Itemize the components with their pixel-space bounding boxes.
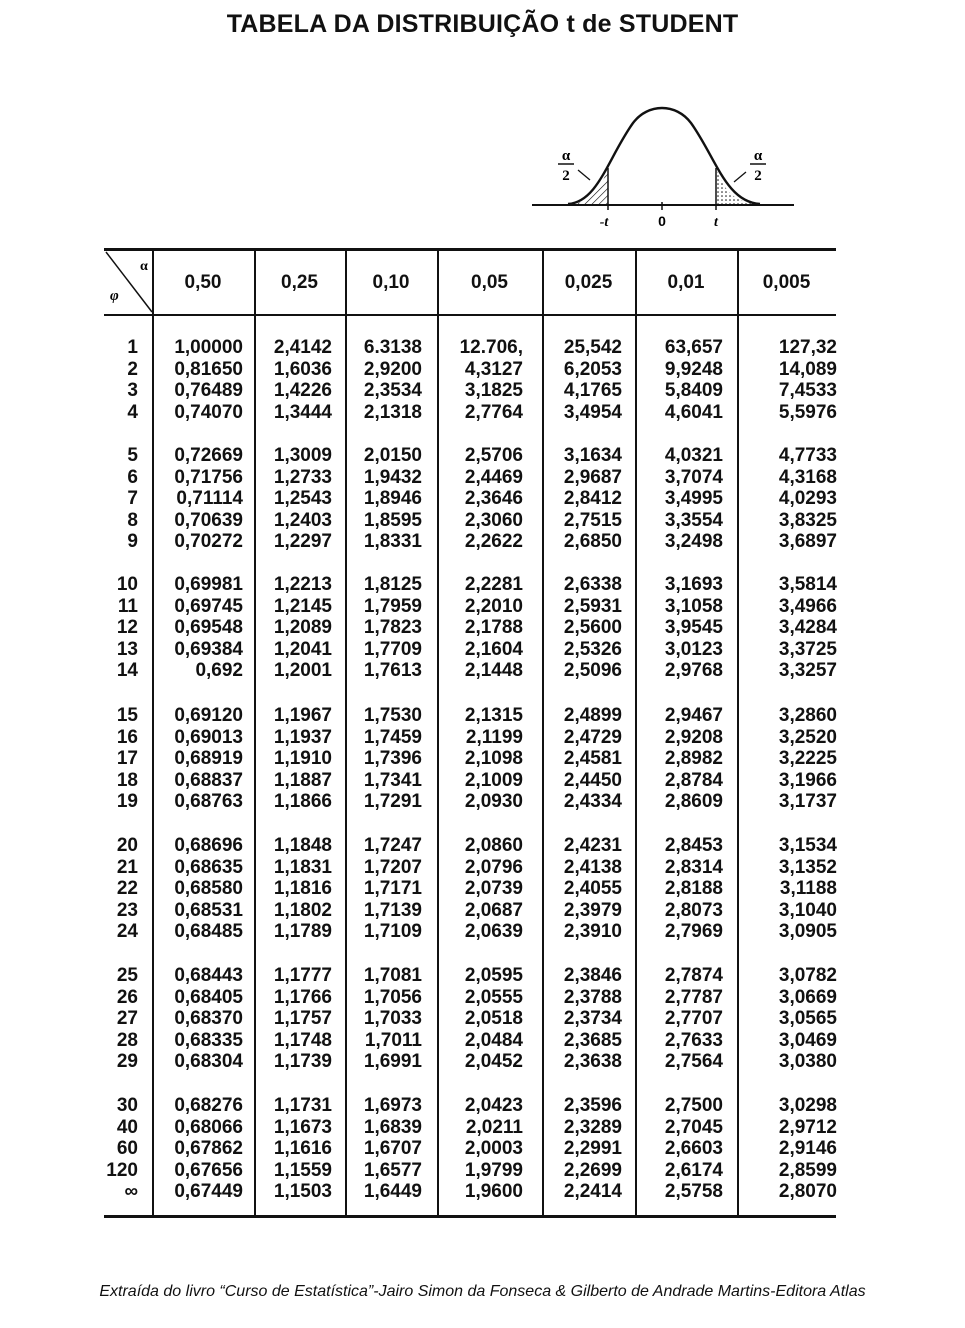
table-cell: 2,0739 [464,878,523,900]
table-cell: 4,6041 [664,401,723,423]
table-cell: 3,9545 [664,617,723,639]
table-cell: 2,8412 [563,488,622,510]
df-label: 20 [116,835,138,856]
table-cell: 2,8599 [778,1159,837,1181]
table-cell: 1,7709 [363,638,422,660]
table-cell: 1,1739 [273,1051,332,1073]
table-cell: 0,81650 [174,358,243,380]
table-cell: 3,3725 [778,638,837,660]
table-cell: 3,3554 [664,509,723,531]
table-cell: 14,089 [778,358,837,380]
table-cell: 1,7959 [363,595,422,617]
table-cell: 0,67862 [174,1138,243,1160]
table-cell: 1,6973 [363,1095,422,1116]
table-cell: 1,8125 [363,574,422,595]
table-cell: 0,68531 [174,899,243,921]
df-label: 1 [127,337,138,358]
table-cell: 0,69981 [174,574,243,595]
table-cell: 2,0860 [464,835,523,856]
table-cell: 2,8188 [664,878,723,900]
table-cell: 1,1757 [273,1008,332,1030]
table-cell: 3,0380 [778,1051,837,1073]
table-cell: 1,9600 [464,1181,523,1203]
table-cell: 5,5976 [778,401,837,423]
table-cell: 2,7787 [664,986,723,1008]
df-label: 40 [116,1116,138,1138]
table-cell: 3,1352 [778,856,837,878]
table-cell: 0,70639 [174,509,243,531]
table-cell: 0,72669 [174,445,243,466]
table-cell: 1,6036 [273,358,332,380]
table-cell: 2,6338 [563,574,622,595]
table-cell: 2,5326 [563,638,622,660]
table-cell: 1,00000 [174,337,243,358]
table-cell: 2,4729 [563,726,622,748]
zero-label: 0 [658,213,666,229]
table-cell: 3,8325 [778,509,837,531]
table-cell: 4,3168 [778,466,837,488]
table-cell: 1,7109 [363,921,422,943]
table-cell: 2,2622 [464,531,523,553]
table-cell: 1,6839 [363,1116,422,1138]
table-cell: 1,7396 [363,748,422,770]
source-footer: Extraída do livro “Curso de Estatística”-Jairo Simon da Fonseca & Gilberto de Andrade Martins-Editora Atlas [99,1283,866,1300]
table-cell: 0,69013 [174,726,243,748]
table-cell: 3,3257 [778,660,837,682]
table-cell: 1,7139 [363,899,422,921]
df-label: 4 [127,401,138,423]
table-cell: 1,6991 [363,1051,422,1073]
t-distribution-figure [528,98,798,238]
df-label: 14 [116,660,138,682]
df-label: 23 [116,899,138,921]
table-cell: 0,68580 [174,878,243,900]
table-cell: 1,2403 [273,509,332,531]
table-cell: 1,2733 [273,466,332,488]
table-cell: 1,7247 [363,835,422,856]
table-cell: 1,2041 [273,638,332,660]
table-cell: 3,1634 [563,445,622,466]
table-cell: 3,0782 [778,965,837,986]
df-label: 19 [116,791,138,813]
table-cell: 1,2089 [273,617,332,639]
table-cell: 3,2498 [664,531,723,553]
table-cell: 2,3846 [563,965,622,986]
table-cell: 1,2297 [273,531,332,553]
table-cell: 1,7033 [363,1008,422,1030]
table-cell: 1,2145 [273,595,332,617]
table-cell: 2,1448 [464,660,523,682]
table-cell: 2,8609 [664,791,723,813]
t-label: t [714,215,718,230]
table-cell: 0,69384 [174,638,243,660]
df-label: 18 [116,769,138,791]
df-label: 24 [116,921,138,943]
table-cell: 1,7056 [363,986,422,1008]
table-cell: 4,3127 [464,358,523,380]
table-cell: 2,9687 [563,466,622,488]
table-cell: 2,0555 [464,986,523,1008]
table-cell: 2,7500 [664,1095,723,1116]
table-cell: 3,1040 [778,899,837,921]
density-curve [568,108,760,204]
table-cell: 3,0123 [664,638,723,660]
table-cell: 3,4954 [563,401,622,423]
table-cell: 3,1966 [778,769,837,791]
table-cell: 4,0321 [664,445,723,466]
table-cell: 0,76489 [174,380,243,402]
table-cell: 2,0484 [464,1029,523,1051]
table-cell: 2,0423 [464,1095,523,1116]
table-cell: 0,69745 [174,595,243,617]
table-cell: 1,6707 [363,1138,422,1160]
table-cell: 3,4284 [778,617,837,639]
page-title: TABELA DA DISTRIBUIÇÃO t de STUDENT [226,10,739,38]
table-cell: 2,7633 [664,1029,723,1051]
table-cell: 3,1058 [664,595,723,617]
table-cell: 2,4899 [563,705,622,726]
table-cell: 0,68405 [174,986,243,1008]
table-cell: 2,3734 [563,1008,622,1030]
table-cell: 1,2001 [273,660,332,682]
left-alpha-den: 2 [562,168,570,184]
table-cell: 0,69120 [174,705,243,726]
table-cell: 2,1098 [464,748,523,770]
table-cell: 1,1866 [273,791,332,813]
table-cell: 0,68370 [174,1008,243,1030]
table-cell: 1,1789 [273,921,332,943]
table-cell: 2,4334 [563,791,622,813]
table-cell: 2,4469 [464,466,523,488]
table-cell: 6,2053 [563,358,622,380]
df-label: 6 [127,466,138,488]
table-cell: 1,9432 [363,466,422,488]
table-cell: 2,9208 [664,726,723,748]
table-cell: 2,5096 [563,660,622,682]
table-cell: 2,3685 [563,1029,622,1051]
table-cell: 3,1693 [664,574,723,595]
table-cell: 2,9712 [778,1116,837,1138]
table-cell: 1,6577 [363,1159,422,1181]
table-cell: 2,1009 [464,769,523,791]
table-cell: 3,4995 [664,488,723,510]
df-label: 5 [127,445,138,466]
table-top-rule [104,248,836,251]
table-cell: 3,0565 [778,1008,837,1030]
table-cell: 1,1831 [273,856,332,878]
table-cell: 2,4055 [563,878,622,900]
table-cell: 2,8982 [664,748,723,770]
table-cell: 0,68276 [174,1095,243,1116]
table-cell: 2,0518 [464,1008,523,1030]
table-cell: 2,3910 [563,921,622,943]
table-cell: 0,692 [195,660,243,682]
df-label: 10 [116,574,138,595]
table-cell: 2,7045 [664,1116,723,1138]
table-cell: 2,3646 [464,488,523,510]
table-cell: 2,4450 [563,769,622,791]
table-cell: 1,1816 [273,878,332,900]
table-cell: 0,68837 [174,769,243,791]
table-cell: 0,71114 [176,488,243,510]
table-cell: 2,4581 [563,748,622,770]
table-cell: 1,7613 [363,660,422,682]
alpha-header: 0,005 [762,272,811,293]
table-cell: 1,1731 [273,1095,332,1116]
table-cell: 0,68335 [174,1029,243,1051]
table-cell: 2,6850 [563,531,622,553]
left-arrow [578,170,590,180]
table-cell: 2,8070 [778,1181,837,1203]
table-cell: 1,1559 [273,1159,332,1181]
table-cell: 63,657 [664,337,723,358]
table-cell: 2,9200 [363,358,422,380]
df-label: 16 [116,726,138,748]
table-cell: 1,1748 [273,1029,332,1051]
table-cell: 0,68919 [174,748,243,770]
df-label: 25 [116,965,138,986]
table-cell: 3,1737 [778,791,837,813]
table-cell: 2,9467 [664,705,723,726]
table-cell: 2,7969 [664,921,723,943]
table-cell: 6.3138 [363,337,422,358]
table-cell: 2,5758 [664,1181,723,1203]
table-cell: 1,8946 [363,488,422,510]
table-cell: 0,68763 [174,791,243,813]
table-cell: 2,5706 [464,445,523,466]
table-cell: 0,68485 [174,921,243,943]
corner-diagonal [104,248,154,316]
table-cell: 0,67656 [174,1159,243,1181]
table-cell: 2,2281 [464,574,523,595]
table-cell: 2,0930 [464,791,523,813]
df-label: 21 [116,856,138,878]
table-cell: 3,0669 [778,986,837,1008]
df-label: 26 [116,986,138,1008]
table-cell: 2,7764 [464,401,523,423]
corner-phi: φ [110,288,119,304]
table-cell: 3,1188 [779,878,837,900]
right-alpha-den: 2 [754,168,762,184]
table-cell: 2,9768 [664,660,723,682]
table-cell: 3,0298 [778,1095,837,1116]
table-cell: 1,7459 [363,726,422,748]
df-label: 120 [106,1159,138,1181]
table-cell: 2,1199 [465,726,523,748]
table-cell: 1,1673 [273,1116,332,1138]
corner-alpha: α [140,259,148,274]
table-cell: 2,3534 [363,380,422,402]
table-cell: 0,68696 [174,835,243,856]
alpha-header: 0,25 [281,272,318,293]
table-cell: 1,1503 [273,1181,332,1203]
table-cell: 4,7733 [778,445,837,466]
table-cell: 1,7171 [363,878,422,900]
right-arrow [734,172,746,182]
table-cell: 2,1788 [464,617,523,639]
table-cell: 0,68066 [174,1116,243,1138]
alpha-header: 0,10 [372,272,410,293]
df-label: 28 [116,1029,138,1051]
table-cell: 3,2225 [778,748,837,770]
table-cell: 2,2414 [563,1181,622,1203]
table-cell: 2,8784 [664,769,723,791]
table-cell: 3,4966 [778,595,837,617]
table-cell: 12.706, [459,337,523,358]
table-cell: 2,0211 [465,1116,523,1138]
table-cell: 2,3289 [563,1116,622,1138]
table-cell: 1,8595 [363,509,422,531]
table-cell: 2,5600 [563,617,622,639]
table-cell: 0,70272 [174,531,243,553]
table-cell: 1,1967 [273,705,332,726]
right-alpha-num: α [753,148,763,164]
table-cell: 2,4138 [563,856,622,878]
table-cell: 2,7515 [563,509,622,531]
table-cell: 1,8331 [363,531,422,553]
table-cell: 2,9146 [778,1138,837,1160]
table-cell: 2,7874 [664,965,723,986]
df-label: 13 [116,638,138,660]
table-cell: 3,0905 [778,921,837,943]
table-cell: 1,7291 [363,791,422,813]
table-cell: 3,2860 [778,705,837,726]
table-cell: 4,0293 [778,488,837,510]
df-label: 22 [116,878,138,900]
table-cell: 3,1825 [464,380,523,402]
left-alpha-num: α [561,148,571,164]
table-bottom-rule [104,1215,836,1218]
table-cell: 1,1777 [273,965,332,986]
table-cell: 1,1802 [273,899,332,921]
alpha-header: 0,01 [667,272,705,293]
table-cell: 3,5814 [778,574,837,595]
table-cell: 0,67449 [174,1181,243,1203]
table-cell: 1,7341 [363,769,422,791]
table-cell: 1,3009 [273,445,332,466]
df-label: 30 [116,1095,138,1116]
alpha-header: 0,025 [564,272,613,293]
table-cell: 2,2699 [563,1159,622,1181]
df-label: ∞ [124,1181,138,1203]
table-cell: 0,69548 [174,617,243,639]
table-cell: 7,4533 [778,380,837,402]
table-cell: 2,4231 [563,835,622,856]
table-cell: 2,3638 [563,1051,622,1073]
df-label: 8 [127,509,138,531]
table-cell: 2,5931 [563,595,622,617]
table-cell: 2,6174 [664,1159,723,1181]
table-cell: 2,3788 [563,986,622,1008]
table-cell: 0,68304 [174,1051,243,1073]
table-cell: 1,9799 [464,1159,523,1181]
table-cell: 2,2991 [563,1138,622,1160]
table-cell: 1,7823 [363,617,422,639]
df-label: 29 [116,1051,138,1073]
table-cell: 1,1887 [273,769,332,791]
table-cell: 2,1604 [464,638,523,660]
table-cell: 1,7081 [363,965,422,986]
table-cell: 5,8409 [664,380,723,402]
table-cell: 2,0796 [464,856,523,878]
alpha-header: 0,50 [184,272,222,293]
table-cell: 3,0469 [778,1029,837,1051]
table-cell: 2,3979 [563,899,622,921]
df-label: 9 [127,531,138,553]
table-cell: 0,74070 [174,401,243,423]
table-header-rule [104,314,836,316]
table-cell: 1,1616 [273,1138,332,1160]
table-cell: 1,2213 [273,574,332,595]
table-cell: 2,3060 [464,509,523,531]
df-label: 12 [116,617,138,639]
table-cell: 0,68635 [174,856,243,878]
table-cell: 1,1848 [273,835,332,856]
df-label: 2 [127,358,138,380]
table-cell: 1,7207 [363,856,422,878]
table-cell: 4,1765 [563,380,622,402]
table-cell: 2,6603 [664,1138,723,1160]
table-cell: 2,0687 [464,899,523,921]
table-cell: 2,0595 [464,965,523,986]
df-label: 27 [116,1008,138,1030]
table-cell: 2,8314 [664,856,723,878]
table-cell: 1,2543 [273,488,332,510]
table-cell: 2,0150 [363,445,422,466]
table-cell: 1,7530 [363,705,422,726]
table-cell: 0,68443 [174,965,243,986]
table-cell: 2,4142 [273,337,332,358]
table-cell: 9,9248 [664,358,723,380]
table-cell: 2,8453 [664,835,723,856]
table-cell: 2,0639 [464,921,523,943]
table-cell: 1,1766 [273,986,332,1008]
table-cell: 1,1937 [273,726,332,748]
table-cell: 25,542 [563,337,622,358]
table-cell: 2,2010 [464,595,523,617]
table-cell: 0,71756 [174,466,243,488]
df-label: 60 [116,1138,138,1160]
df-label: 15 [116,705,138,726]
df-label: 17 [116,748,138,770]
table-cell: 2,3596 [563,1095,622,1116]
table-cell: 2,0003 [464,1138,523,1160]
table-cell: 2,1315 [464,705,523,726]
table-cell: 1,1910 [273,748,332,770]
table-cell: 3,1534 [778,835,837,856]
table-cell: 2,7564 [664,1051,723,1073]
table-cell: 2,8073 [664,899,723,921]
table-cell: 1,7011 [364,1029,422,1051]
table-cell: 127,32 [778,337,837,358]
table-cell: 3,6897 [778,531,837,553]
df-label: 7 [127,488,138,510]
table-cell: 1,3444 [273,401,332,423]
table-cell: 3,7074 [664,466,723,488]
table-cell: 2,7707 [664,1008,723,1030]
table-cell: 3,2520 [778,726,837,748]
table-cell: 1,6449 [363,1181,422,1203]
df-label: 3 [127,380,138,402]
table-cell: 2,0452 [464,1051,523,1073]
table-cell: 1,4226 [273,380,332,402]
minus-t-label: -t [599,215,609,230]
table-cell: 2,1318 [363,401,422,423]
alpha-header: 0,05 [471,272,508,293]
df-label: 11 [117,595,138,617]
